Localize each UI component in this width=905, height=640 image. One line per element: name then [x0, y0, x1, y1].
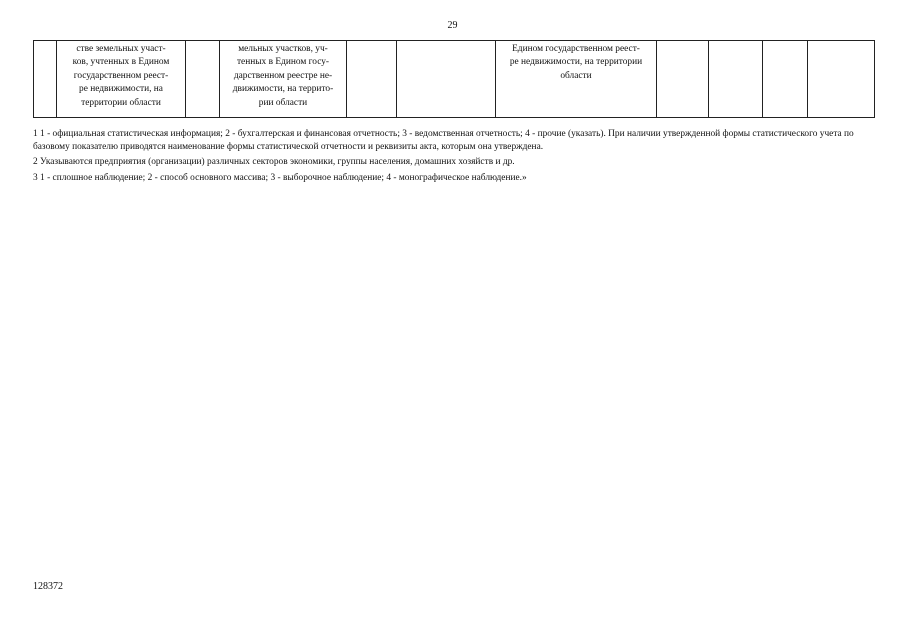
- footnote-1: 1 1 - официальная статистическая информация; 2 - бухгалтерская и финансовая отчетность; 3 - ведомственная отчетность; 4 - прочие (указать). При наличии утвержденной формы статистического учета по базовому показателю приводятся наименование формы статистической отчетности и реквизиты акта, которым она утверждена.: [33, 129, 854, 152]
- table-cell: [709, 41, 763, 118]
- document-id: 128372: [33, 581, 63, 592]
- table-cell: Едином государственном реест- ре недвижимости, на территории области: [496, 41, 657, 118]
- table-cell: [763, 41, 808, 118]
- table-cell: [347, 41, 397, 118]
- data-table: [33, 40, 875, 118]
- table-cell: [657, 41, 709, 118]
- page-number: 29: [447, 20, 458, 31]
- table-cell: [397, 41, 496, 118]
- table-cell: мельных участков, уч- тенных в Едином госу- дарственном реестре не- движимости, на террито- рии области: [220, 41, 347, 118]
- table-cell: [186, 41, 220, 118]
- table-cell: [34, 41, 57, 118]
- footnote-2: 2 Указываются предприятия (организации) различных секторов экономики, группы населения, домашних хозяйств и др.: [33, 157, 515, 168]
- footnote-3: 3 1 - сплошное наблюдение; 2 - способ основного массива; 3 - выборочное наблюдение; 4 - монографическое наблюдение.»: [33, 172, 527, 183]
- table-cell: [808, 41, 875, 118]
- footnotes: [33, 128, 878, 187]
- table-row: [34, 41, 875, 118]
- table-cell: стве земельных участ- ков, учтенных в Едином государственном реест- ре недвижимости, на территории области: [57, 41, 186, 118]
